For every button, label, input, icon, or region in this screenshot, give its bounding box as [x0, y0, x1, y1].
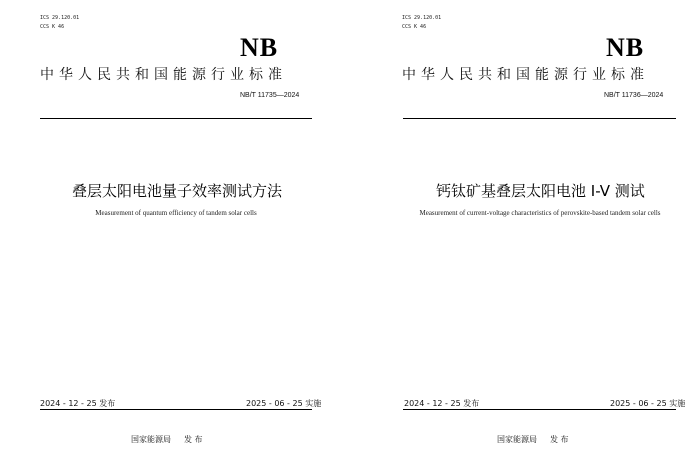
footer-rule	[40, 409, 312, 410]
publisher-line	[131, 434, 203, 445]
publisher-name: 国家能源局	[131, 435, 171, 444]
standard-category-title: 中华人民共和国能源行业标准	[402, 67, 649, 83]
issue-date: 2024 - 12 - 25 发布	[40, 399, 116, 408]
publisher-name: 国家能源局	[497, 435, 537, 444]
effective-date: 2025 - 06 - 25 实施	[610, 399, 686, 408]
standard-number: NB/T 11736—2024	[604, 92, 664, 99]
publish-verb: 发 布	[550, 435, 569, 444]
title-english: Measurement of quantum efficiency of tandem solar cells	[95, 209, 257, 217]
effective-date: 2025 - 06 - 25 实施	[246, 399, 322, 408]
ccs-code: CCS K 46	[40, 24, 65, 30]
title-chinese: 叠层太阳电池量子效率测试方法	[72, 182, 283, 200]
standard-number: NB/T 11735—2024	[240, 92, 300, 99]
ics-code: ICS 29.120.01	[40, 15, 80, 21]
title-english: Measurement of current-voltage characteristics of perovskite-based tandem solar cells	[419, 209, 661, 217]
classification-codes	[402, 14, 441, 32]
ics-code: ICS 29.120.01	[402, 15, 442, 21]
publish-verb: 发 布	[184, 435, 203, 444]
header-rule	[403, 118, 676, 119]
standard-cover-right	[350, 0, 700, 473]
standard-category-title: 中华人民共和国能源行业标准	[40, 67, 287, 83]
header-rule	[40, 118, 312, 119]
issue-date: 2024 - 12 - 25 发布	[404, 399, 480, 408]
nb-logo: NB	[240, 33, 279, 62]
nb-logo: NB	[606, 33, 645, 62]
title-chinese: 钙钛矿基叠层太阳电池 I-V 测试	[436, 182, 645, 200]
footer-rule	[403, 409, 676, 410]
classification-codes	[40, 14, 79, 32]
ccs-code: CCS K 46	[402, 24, 427, 30]
publisher-line	[497, 434, 569, 445]
